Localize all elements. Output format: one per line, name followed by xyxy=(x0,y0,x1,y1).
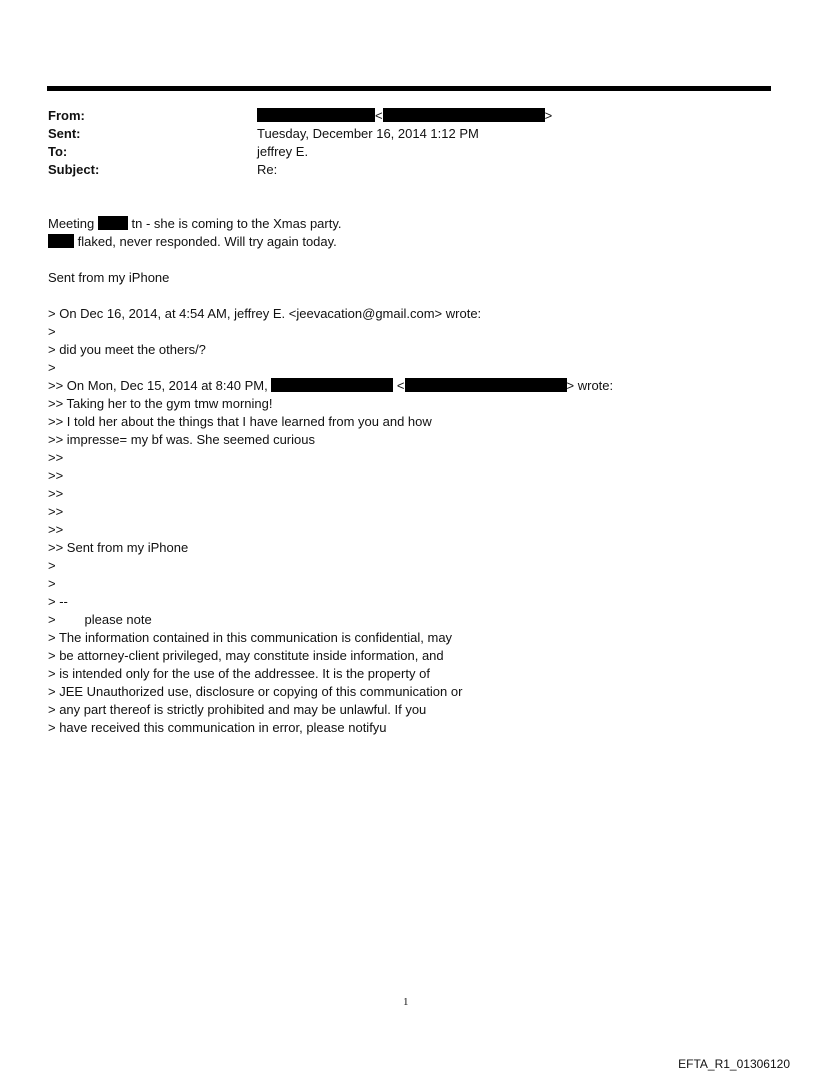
quoted-line: > xyxy=(48,360,56,375)
quoted-line: >> xyxy=(48,522,64,537)
quoted-line: > xyxy=(48,558,56,573)
quoted-line: > xyxy=(48,576,56,591)
quoted-line: > have received this communication in error, please notifyu xyxy=(48,720,387,735)
body-line: Meeting tn - she is coming to the Xmas party. xyxy=(48,216,342,231)
quoted-line: >> impresse= my bf was. She seemed curious xyxy=(48,432,315,447)
redaction-box xyxy=(383,108,545,122)
to-label: To: xyxy=(48,144,68,159)
page-number: 1 xyxy=(403,996,409,1008)
quoted-line: > JEE Unauthorized use, disclosure or copying of this communication or xyxy=(48,684,463,699)
header-rule xyxy=(47,86,771,91)
quoted-line: > any part thereof is strictly prohibited and may be unlawful. If you xyxy=(48,702,427,717)
quoted-line: > The information contained in this communication is confidential, may xyxy=(48,630,453,645)
quoted-line: > xyxy=(48,324,56,339)
body-line: flaked, never responded. Will try again today. xyxy=(48,233,337,251)
subject-label: Subject: xyxy=(48,162,100,177)
to-value: jeffrey E. xyxy=(257,144,309,159)
quoted-line: >> xyxy=(48,468,64,483)
quoted-line: > please note xyxy=(48,612,152,627)
from-bracket-open: < xyxy=(375,108,383,123)
quoted-line: > be attorney-client privileged, may constitute inside information, and xyxy=(48,648,444,663)
quoted-line: >> Sent from my iPhone xyxy=(48,540,189,555)
redaction-box xyxy=(257,108,375,122)
from-bracket-close: > xyxy=(544,108,553,123)
from-value xyxy=(257,107,552,125)
redaction-box xyxy=(405,378,567,392)
quoted-line: > On Dec 16, 2014, at 4:54 AM, jeffrey E. <jeevacation@gmail.com> wrote: xyxy=(48,306,482,321)
redaction-box xyxy=(98,216,128,230)
quoted-line: >> xyxy=(48,486,64,501)
quoted-line: >> xyxy=(48,504,64,519)
subject-value: Re: xyxy=(257,162,278,177)
quoted-line: > did you meet the others/? xyxy=(48,342,206,357)
quoted-line: >> On Mon, Dec 15, 2014 at 8:40 PM, < > wrote: xyxy=(48,378,614,393)
quoted-line: >> Taking her to the gym tmw morning! xyxy=(48,396,273,411)
quoted-line: > is intended only for the use of the addressee. It is the property of xyxy=(48,666,430,681)
quoted-line: >> I told her about the things that I have learned from you and how xyxy=(48,414,432,429)
document-id: EFTA_R1_01306120 xyxy=(678,1057,790,1071)
from-label: From: xyxy=(48,108,85,123)
signature: Sent from my iPhone xyxy=(48,270,170,285)
sent-label: Sent: xyxy=(48,126,81,141)
quoted-line: >> xyxy=(48,450,64,465)
quoted-line: > -- xyxy=(48,594,68,609)
redaction-box xyxy=(271,378,393,392)
sent-value: Tuesday, December 16, 2014 1:12 PM xyxy=(257,126,479,141)
redaction-box xyxy=(48,234,74,248)
